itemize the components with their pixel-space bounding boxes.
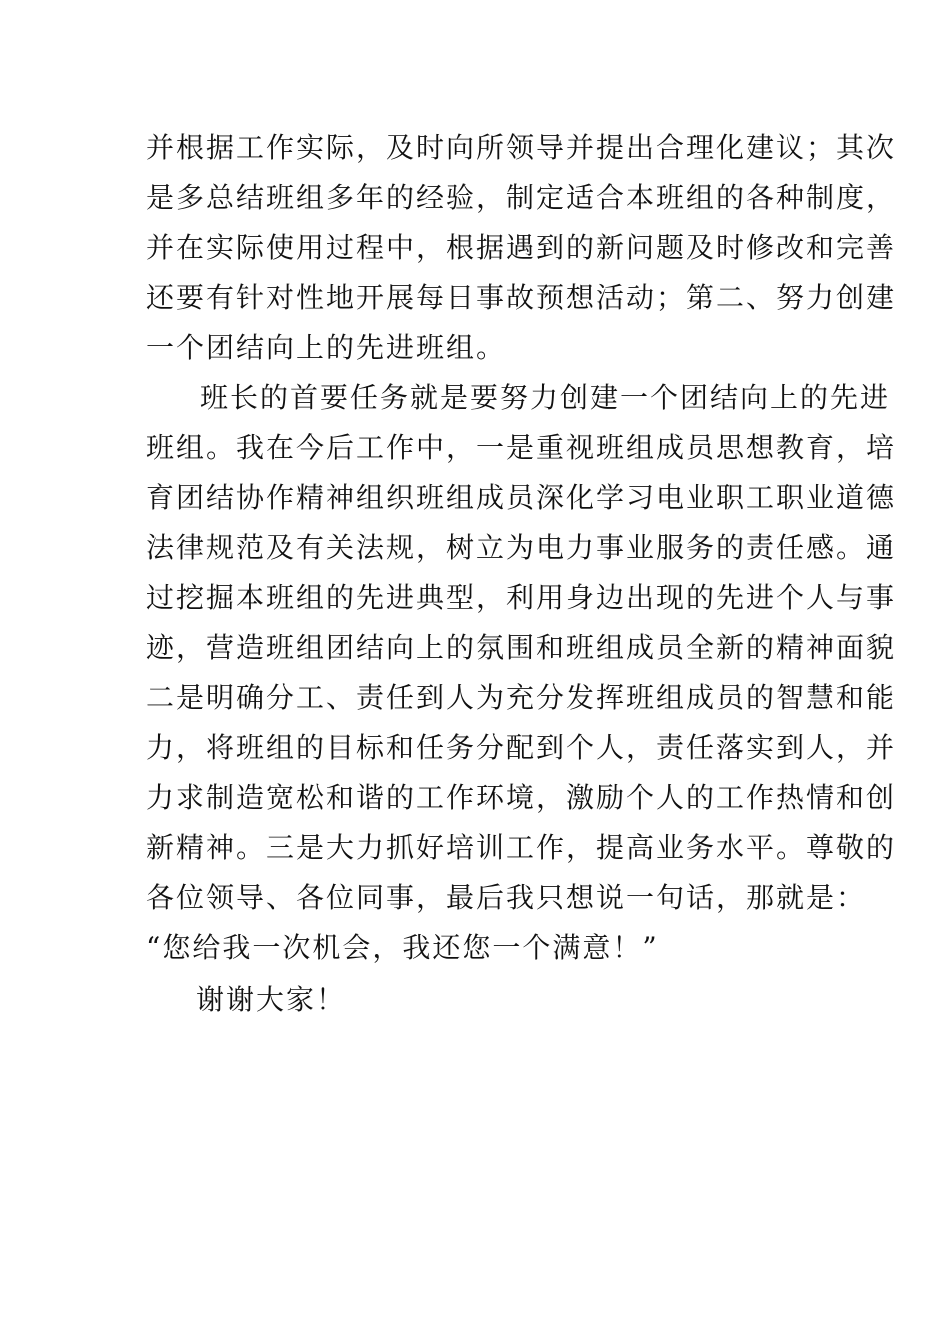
text-line: 并在实际使用过程中，根据遇到的新问题及时修改和完善 — [146, 231, 897, 264]
quote-line: “您给我一次机会，我还您一个满意！” — [146, 931, 659, 964]
text-line: 一个团结向上的先进班组。 — [146, 331, 507, 364]
text-line: 育团结协作精神组织班组成员深化学习电业职工职业道德 — [146, 481, 897, 514]
text-line: 并根据工作实际，及时向所领导并提出合理化建议；其次 — [146, 131, 897, 164]
text-line: 还要有针对性地开展每日事故预想活动；第二、努力创建 — [146, 281, 897, 314]
closing-thanks: 谢谢大家！ — [196, 983, 347, 1016]
text-line: 各位领导、各位同事，最后我只想说一句话，那就是： — [146, 881, 867, 914]
paragraph-first-line: 班长的首要任务就是要努力创建一个团结向上的先进 — [200, 381, 891, 414]
text-line: 新精神。三是大力抓好培训工作，提高业务水平。尊敬的 — [146, 831, 897, 864]
text-line: 法律规范及有关法规，树立为电力事业服务的责任感。通 — [146, 531, 897, 564]
text-line: 是多总结班组多年的经验，制定适合本班组的各种制度， — [146, 181, 897, 214]
text-line: 过挖掘本班组的先进典型，利用身边出现的先进个人与事 — [146, 581, 897, 614]
text-line: 力，将班组的目标和任务分配到个人，责任落实到人，并 — [146, 731, 897, 764]
text-line: 班组。我在今后工作中，一是重视班组成员思想教育，培 — [146, 431, 897, 464]
text-line: 力求制造宽松和谐的工作环境，激励个人的工作热情和创 — [146, 781, 897, 814]
text-line: 二是明确分工、责任到人为充分发挥班组成员的智慧和能 — [146, 681, 897, 714]
text-line: 迹，营造班组团结向上的氛围和班组成员全新的精神面貌 — [146, 631, 897, 664]
